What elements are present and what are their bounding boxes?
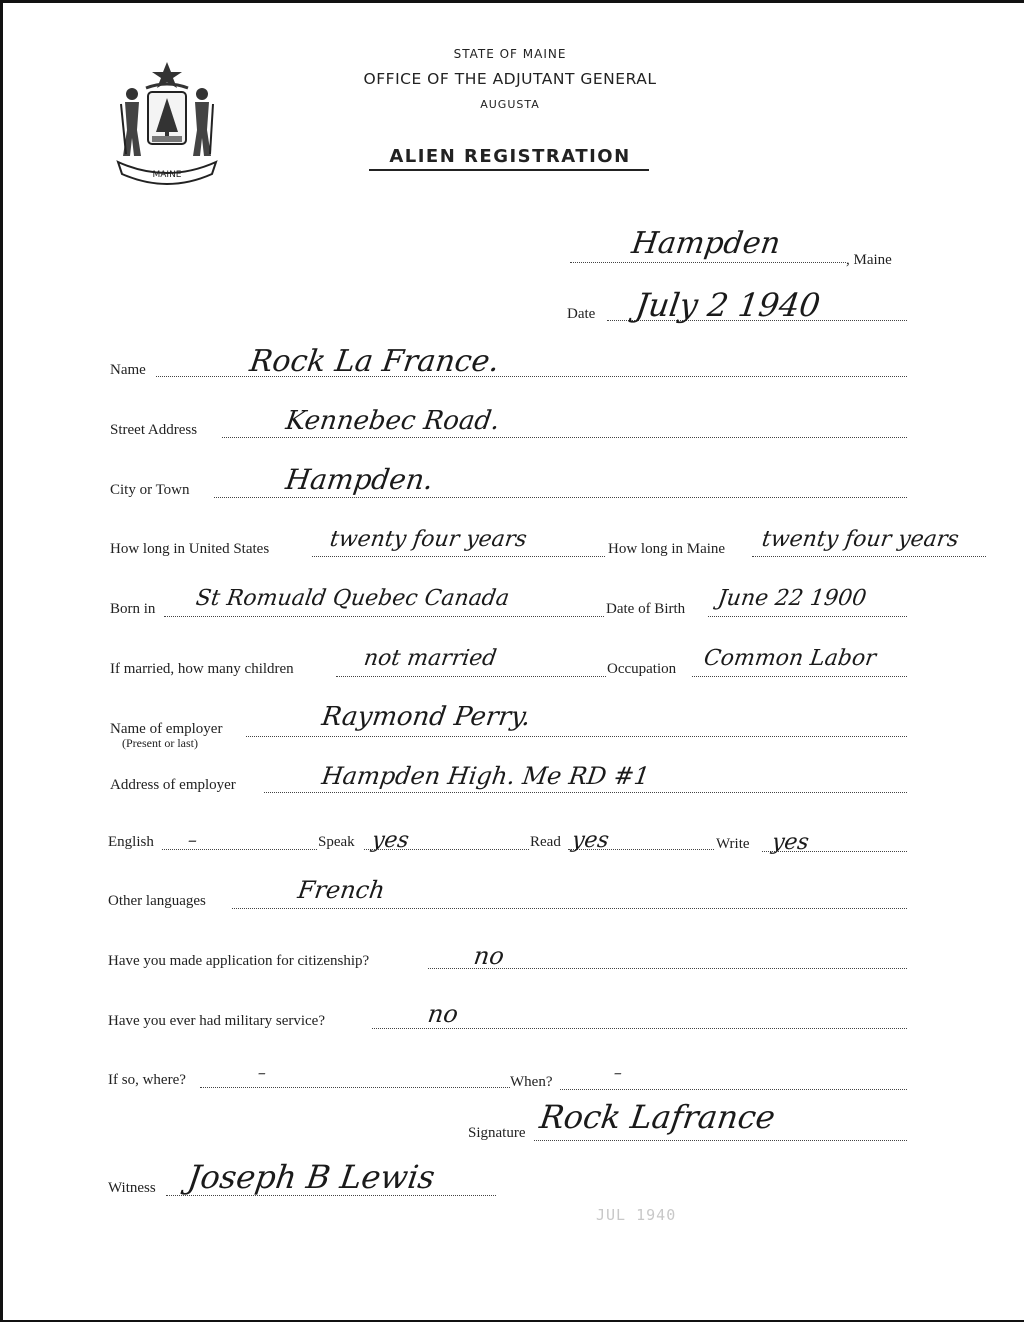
children-line [336, 676, 606, 677]
city-line [214, 497, 907, 498]
read-value[interactable]: yes [570, 828, 611, 853]
name-label: Name [110, 362, 146, 378]
maine-duration-label: How long in Maine [608, 541, 726, 557]
other-languages-value[interactable]: French [296, 876, 387, 904]
where-line [200, 1087, 510, 1088]
citizenship-value[interactable]: no [472, 942, 506, 970]
when-line [560, 1089, 907, 1090]
us-duration-value[interactable]: twenty four years [328, 527, 529, 552]
witness-label: Witness [108, 1180, 156, 1196]
dob-label: Date of Birth [606, 601, 686, 617]
seal-banner-text: MAINE [152, 170, 182, 180]
state-heading: STATE OF MAINE [453, 47, 567, 61]
occupation-value[interactable]: Common Labor [702, 646, 878, 671]
speak-label: Speak [318, 834, 355, 850]
employer-label: Name of employer [110, 721, 223, 737]
employer-line [246, 736, 907, 737]
scan-border-left [0, 0, 3, 1322]
name-value[interactable]: Rock La France. [247, 344, 502, 379]
office-heading: OFFICE OF THE ADJUTANT GENERAL [363, 70, 657, 88]
born-line [164, 616, 604, 617]
where-label: If so, where? [108, 1072, 186, 1088]
employer-address-value[interactable]: Hampden High. Me RD #1 [320, 762, 652, 790]
signature-value[interactable]: Rock Lafrance [537, 1098, 778, 1136]
us-duration-line [312, 556, 605, 557]
street-line [222, 437, 907, 438]
english-value[interactable]: – [186, 830, 199, 851]
occupation-label: Occupation [607, 661, 677, 677]
occupation-line [692, 676, 907, 677]
write-label: Write [716, 836, 750, 852]
children-label: If married, how many children [110, 661, 294, 677]
town-value[interactable]: Hampden [629, 226, 783, 261]
seal-banner [152, 166, 182, 180]
military-line [372, 1028, 907, 1029]
english-label: English [108, 834, 154, 850]
received-stamp: JUL 1940 [596, 1206, 677, 1224]
born-label: Born in [110, 601, 156, 617]
maine-label: , Maine [846, 252, 892, 268]
date-value[interactable]: July 2 1940 [633, 286, 823, 324]
signature-label: Signature [468, 1125, 526, 1141]
employer-value[interactable]: Raymond Perry. [319, 702, 533, 732]
when-value[interactable]: – [612, 1063, 624, 1082]
city-value[interactable]: Hampden. [283, 463, 436, 496]
scan-border-top [0, 0, 1024, 3]
english-line [162, 849, 317, 850]
city-heading: AUGUSTA [480, 98, 540, 111]
dob-value[interactable]: June 22 1900 [716, 586, 868, 611]
when-label: When? [510, 1074, 553, 1090]
military-label: Have you ever had military service? [108, 1013, 325, 1029]
street-value[interactable]: Kennebec Road. [283, 406, 502, 436]
date-label: Date [567, 306, 596, 322]
us-duration-label: How long in United States [110, 541, 270, 557]
maine-duration-value[interactable]: twenty four years [760, 527, 961, 552]
town-line [570, 262, 846, 263]
write-value[interactable]: yes [770, 830, 811, 855]
form-title: ALIEN REGISTRATION [389, 146, 631, 167]
witness-value[interactable]: Joseph B Lewis [185, 1158, 438, 1196]
employer-sublabel: (Present or last) [122, 736, 198, 750]
title-underline [369, 169, 649, 171]
born-value[interactable]: St Romuald Quebec Canada [194, 586, 511, 611]
maine-duration-line [752, 556, 986, 557]
where-value[interactable]: – [256, 1063, 268, 1082]
signature-line [534, 1140, 907, 1141]
street-label: Street Address [110, 422, 198, 438]
employer-address-line [264, 792, 907, 793]
speak-value[interactable]: yes [370, 828, 411, 853]
other-languages-line [232, 908, 907, 909]
dob-line [708, 616, 907, 617]
children-value[interactable]: not married [362, 646, 499, 671]
city-label: City or Town [110, 482, 190, 498]
other-languages-label: Other languages [108, 893, 206, 909]
employer-address-label: Address of employer [110, 777, 236, 793]
citizenship-label: Have you made application for citizenship? [108, 953, 370, 969]
military-value[interactable]: no [426, 1000, 460, 1028]
read-label: Read [530, 834, 561, 850]
